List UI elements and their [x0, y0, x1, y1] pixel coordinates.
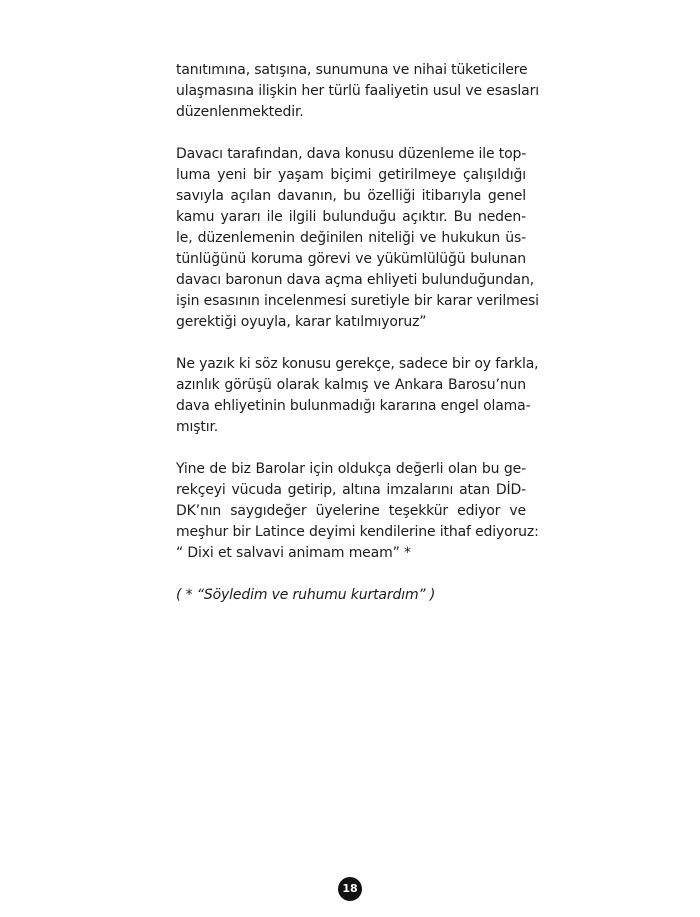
text-line: Yine de biz Barolar için oldukça değerli olan bu ge- [176, 461, 526, 477]
page-number-badge: 18 [338, 877, 362, 901]
text-line: dava ehliyetinin bulunmadığı kararına engel olama- [176, 398, 531, 414]
text-line: davacı baronun dava açma ehliyeti bulunduğundan, [176, 272, 535, 288]
paragraph-4 [176, 459, 539, 564]
text-line: Ne yazık ki söz konusu gerekçe, sadece bir oy farkla, [176, 356, 539, 372]
text-line: savıyla açılan davanın, bu özelliği itibarıyla genel [176, 188, 526, 204]
footnote-text: ( * “Söyledim ve ruhumu kurtardım” ) [176, 587, 436, 603]
paragraph-1 [176, 60, 539, 123]
text-line: mıştır. [176, 419, 219, 435]
text-line: le, düzenlemenin değinilen niteliği ve hukukun üs- [176, 230, 526, 246]
text-line: tanıtımına, satışına, sunumuna ve nihai tüketicilere [176, 62, 528, 78]
text-line: kamu yararı ile ilgili bulunduğu açıktır. Bu neden- [176, 209, 526, 225]
paragraph-3 [176, 354, 539, 438]
text-line: Davacı tarafından, dava konusu düzenleme ile top- [176, 146, 527, 162]
text-line: “ Dixi et salvavi animam meam” * [176, 545, 411, 561]
text-line: DK’nın saygıdeğer üyelerine teşekkür ediyor ve [176, 503, 526, 519]
text-line: ulaşmasına ilişkin her türlü faaliyetin usul ve esasları [176, 83, 539, 99]
text-line: gerektiği oyuyla, karar katılmıyoruz” [176, 314, 427, 330]
document-body [176, 60, 539, 627]
footnote [176, 585, 526, 606]
text-line: tünlüğünü koruma görevi ve yükümlülüğü bulunan [176, 251, 526, 267]
text-line: luma yeni bir yaşam biçimi getirilmeye çalışıldığı [176, 167, 526, 183]
text-line: meşhur bir Latince deyimi kendilerine ithaf ediyoruz: [176, 524, 539, 540]
text-line: düzenlenmektedir. [176, 104, 304, 120]
paragraph-2 [176, 144, 539, 333]
text-line: işin esasının incelenmesi suretiyle bir karar verilmesi [176, 293, 539, 309]
text-line: rekçeyi vücuda getirip, altına imzalarını atan DİD- [176, 482, 526, 498]
text-line: azınlık görüşü olarak kalmış ve Ankara Barosu’nun [176, 377, 526, 393]
